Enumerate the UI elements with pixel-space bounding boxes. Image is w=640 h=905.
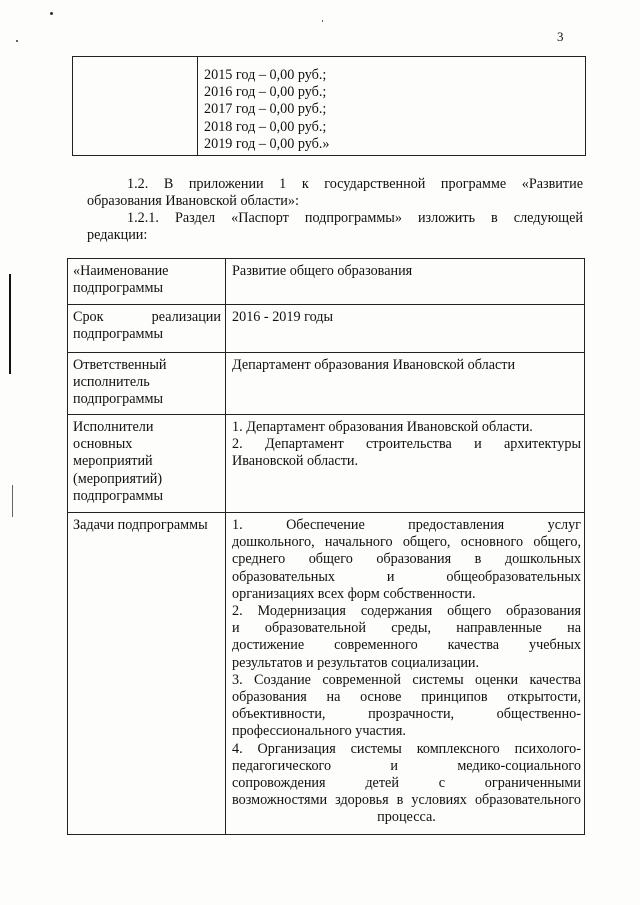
cell-line: организациях всех форм собственности. <box>232 585 476 602</box>
cell-line: подпрограммы <box>73 487 163 504</box>
funding-line: 2019 год – 0,00 руб.» <box>204 135 330 152</box>
cell-line: Срок реализации <box>73 309 221 325</box>
cell-line: подпрограммы <box>73 280 163 297</box>
row-value-cell <box>226 259 585 305</box>
cell-line: достижение современного качества учебных <box>232 637 581 654</box>
scan-speck <box>16 40 18 42</box>
table-row <box>68 353 585 415</box>
scan-edge-mark <box>9 274 11 374</box>
funding-line: 2017 год – 0,00 руб.; <box>204 101 327 118</box>
funding-table-empty-cell <box>73 57 198 155</box>
cell-line: Развитие общего образования <box>232 263 413 279</box>
cell-line: 1. Департамент образования Ивановской области. <box>232 419 533 435</box>
cell-line: Ответственный <box>73 357 167 373</box>
row-value-cell <box>226 513 585 835</box>
paragraph-1-2-1 <box>87 210 583 227</box>
scan-edge-mark <box>12 485 13 517</box>
cell-line: и образовательной среды, направленные на <box>232 620 581 637</box>
cell-line: 1. Обеспечение предоставления услуг <box>232 517 581 533</box>
cell-line: результатов и результатов социализации. <box>232 654 480 671</box>
scan-speck <box>50 12 53 15</box>
funding-line: 2015 год – 0,00 руб.; <box>204 67 327 83</box>
funding-line: 2016 год – 0,00 руб.; <box>204 84 327 101</box>
paragraph-line: редакции: <box>87 227 148 243</box>
paragraph-1-2-cont <box>87 193 583 210</box>
table-row <box>68 513 585 835</box>
cell-line: Департамент образования Ивановской области <box>232 357 516 373</box>
cell-line: подпрограммы <box>73 391 163 408</box>
paragraph-1-2 <box>87 176 583 193</box>
cell-line: профессионального участия. <box>232 723 406 740</box>
cell-line: основных <box>73 436 133 453</box>
row-name-cell <box>68 353 226 415</box>
row-name-cell <box>68 513 226 835</box>
row-name-cell <box>68 305 226 353</box>
cell-line: Исполнители <box>73 419 154 435</box>
paragraph-line: 1.2. В приложении 1 к государственной программе «Развитие <box>127 176 583 192</box>
paragraph-1-2-1-cont <box>87 227 583 244</box>
cell-line: образовательных и общеобразовательных <box>232 568 581 585</box>
cell-line: 2. Департамент строительства и архитектуры <box>232 436 581 453</box>
row-value-cell <box>226 415 585 513</box>
paragraph-line: образования Ивановской области»: <box>87 193 299 209</box>
funding-table-fragment <box>72 56 586 156</box>
cell-line: объективности, прозрачности, общественно- <box>232 706 581 723</box>
table-row <box>68 415 585 513</box>
funding-line: 2018 год – 0,00 руб.; <box>204 118 327 135</box>
cell-line: (мероприятий) <box>73 470 163 487</box>
cell-line: педагогического и медико-социального <box>232 757 581 774</box>
table-row <box>68 259 585 305</box>
funding-table-value-cell <box>198 57 330 155</box>
cell-line: образования на основе принципов открытости, <box>232 689 581 706</box>
row-name-cell <box>68 259 226 305</box>
cell-line: сопровождения детей с ограниченными <box>232 775 581 792</box>
scan-speck <box>322 20 323 22</box>
subprogram-passport-table <box>67 258 585 835</box>
row-value-cell <box>226 305 585 353</box>
cell-line: 3. Создание современной системы оценки качества <box>232 671 581 688</box>
paragraph-line: 1.2.1. Раздел «Паспорт подпрограммы» изложить в следующей <box>127 210 583 226</box>
row-name-cell <box>68 415 226 513</box>
cell-line: мероприятий <box>73 453 153 470</box>
cell-line: «Наименование <box>73 263 169 279</box>
cell-line: Ивановской области. <box>232 453 359 470</box>
cell-line: 2016 - 2019 годы <box>232 309 334 325</box>
cell-line: возможностями здоровья в условиях образовательного <box>232 792 581 809</box>
page-number: 3 <box>557 29 564 44</box>
table-row <box>68 305 585 353</box>
cell-line: исполнитель <box>73 374 150 391</box>
cell-line: среднего общего образования в дошкольных <box>232 551 581 568</box>
cell-line: 4. Организация системы комплексного психолого- <box>232 740 581 757</box>
cell-line: 2. Модернизация содержания общего образования <box>232 603 581 620</box>
cell-line: подпрограммы <box>73 326 163 343</box>
cell-line: процесса. <box>377 809 436 826</box>
cell-line: Задачи подпрограммы <box>73 517 208 533</box>
row-value-cell <box>226 353 585 415</box>
cell-line: дошкольного, начального общего, основного общего, <box>232 534 581 551</box>
